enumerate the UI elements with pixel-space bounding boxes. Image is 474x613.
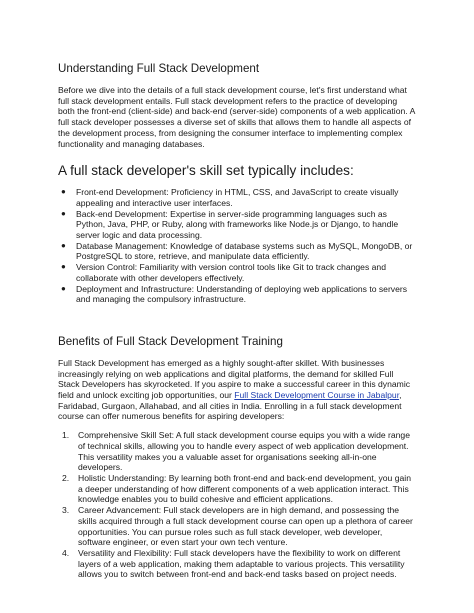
skill-list-item: [58, 209, 416, 241]
section-heading-understanding: Understanding Full Stack Development: [58, 62, 260, 75]
section-heading-benefits: Benefits of Full Stack Development Training: [58, 334, 283, 348]
benefit-text: Career Advancement: Full stack developers are in high demand, and possessing the skills acquired through a full stack development course can open up a plethora of career opportunities. You can pursue roles such as full stack developer, web developer, software engineer, or even start your own tech venture.: [78, 505, 413, 548]
section-heading-skill-set: A full stack developer's skill set typically includes:: [58, 163, 354, 179]
bullet-icon: ●: [61, 187, 66, 197]
skill-text: Back-end Development: Expertise in server-side programming languages such as Python, Java, PHP, or Ruby, along with frameworks like Node.js or Django, to handle server logic and data processing.: [76, 208, 399, 241]
skill-list-item: [58, 262, 416, 283]
skill-text: Version Control: Familiarity with version control tools like Git to track changes and collaborate with other developers effectively.: [76, 262, 386, 283]
benefit-list-item: [58, 430, 416, 473]
benefits-text-after-link: , Faridabad, Gurgaon, Allahabad, and all cities in India. Enrolling in a full stack development course can offer numerous benefits for aspiring developers:: [58, 390, 402, 422]
course-link[interactable]: Full Stack Development Course in Jabalpur: [234, 390, 400, 401]
skill-text: Front-end Development: Proficiency in HTML, CSS, and JavaScript to create visually appealing and interactive user interfaces.: [76, 187, 399, 208]
benefit-list-item: [58, 548, 416, 580]
list-number: 1.: [62, 430, 70, 441]
list-number: 2.: [62, 472, 70, 483]
bullet-icon: ●: [61, 262, 66, 272]
bullet-icon: ●: [61, 208, 66, 218]
list-number: 3.: [62, 505, 70, 516]
bullet-icon: ●: [61, 283, 66, 293]
bullet-icon: ●: [61, 240, 66, 250]
skill-text: Database Management: Knowledge of database systems such as MySQL, MongoDB, or PostgreSQL to store, retrieve, and manipulate data efficiently.: [76, 240, 413, 262]
intro-paragraph: Before we dive into the details of a full stack development course, let's first understand what full stack development entails. Full stack development refers to the practice of developing both the front-end (client-side) and back-end (server-side) components of a web application. A full stack developer possesses a diverse set of skills that allows them to handle all aspects of the development process, from designing the consumer interface to implementing complex functionality and managing databases.: [58, 85, 415, 149]
skill-text: Deployment and Infrastructure: Understanding of deploying web applications to servers and managing the compulsory infrastructure.: [76, 283, 408, 305]
skill-list: [58, 187, 416, 305]
benefits-text-before-link: Full Stack Development has emerged as a highly sought-after skillet. With businesses increasingly relying on web applications and digital platforms, the demand for skilled Full Stack Developers has skyrocketed. If you aspire to make a successful career in this dynamic field and unlock exciting job opportunities, our: [58, 357, 411, 401]
skill-list-item: [58, 284, 416, 305]
benefit-list-item: [58, 473, 416, 505]
list-number: 4.: [62, 547, 70, 558]
benefits-paragraph: [58, 358, 416, 422]
skill-list-item: [58, 241, 416, 262]
benefit-text: Versatility and Flexibility: Full stack developers have the flexibility to work on different layers of a web application, making them adaptable to various projects. This versatility allows you to switch between front-end and back-end tasks based on project needs.: [78, 547, 405, 580]
benefit-list-item: [58, 505, 416, 548]
skill-list-item: [58, 187, 416, 208]
benefit-text: Comprehensive Skill Set: A full stack development course equips you with a wide range of technical skills, allowing you to handle every aspect of web application development. This versatility makes you a valuable asset for organisations seeking all-in-one developers.: [78, 430, 410, 473]
benefit-text: Holistic Understanding: By learning both front-end and back-end development, you gain a deeper understanding of how different components of a web application interact. This knowledge enables you to build cohesive and efficient applications.: [78, 472, 411, 505]
benefits-list: [58, 430, 416, 580]
